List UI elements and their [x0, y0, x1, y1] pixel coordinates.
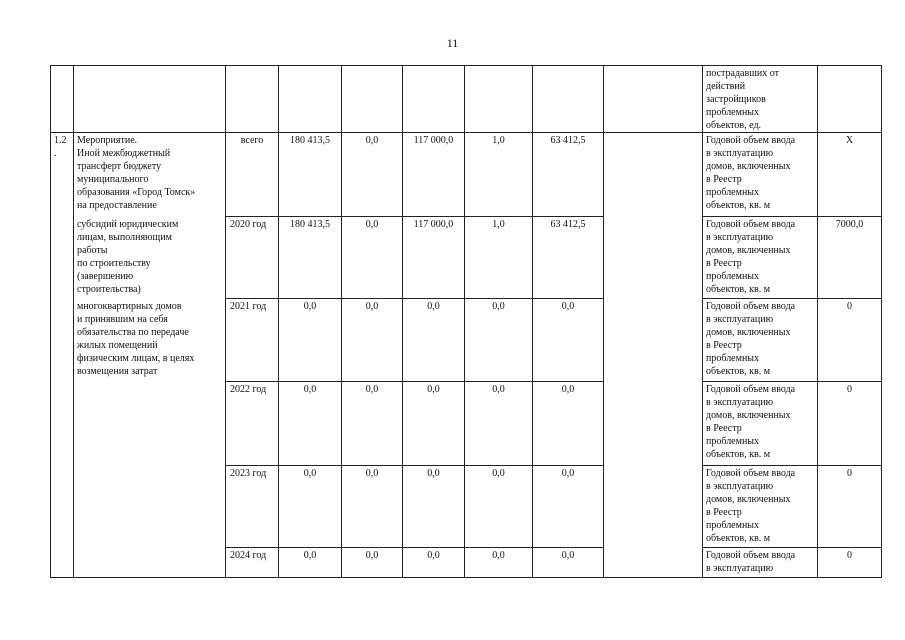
row-total: 0,0 [279, 382, 342, 466]
row-total: 180 413,5 [279, 133, 342, 217]
row-value-3: 0,0 [465, 382, 533, 466]
row-target: X [818, 133, 882, 217]
row-value-2: 117 000,0 [403, 133, 465, 217]
row-target: 0 [818, 299, 882, 382]
row-total: 0,0 [279, 299, 342, 382]
row-target: 0 [818, 548, 882, 578]
page-number: 11 [446, 36, 459, 50]
table-row [51, 217, 882, 299]
row-value-1: 0,0 [342, 548, 403, 578]
cell-value [533, 66, 604, 133]
row-value-1: 0,0 [342, 133, 403, 217]
row-value-4: 63 412,5 [533, 133, 604, 217]
row-value-3: 1,0 [465, 133, 533, 217]
row-value-4: 0,0 [533, 382, 604, 466]
row-value-1: 0,0 [342, 466, 403, 548]
row-indicator: Годовой объем ввода в эксплуатацию домов, включенных в Реестр проблемных объектов, кв. м [703, 217, 818, 299]
row-indicator: Годовой объем ввода в эксплуатацию домов, включенных в Реестр проблемных объектов, кв. м [703, 133, 818, 217]
row-period: 2023 год [226, 466, 279, 548]
cell-number [51, 66, 74, 133]
row-value-2: 0,0 [403, 299, 465, 382]
cell-executor [604, 66, 703, 133]
row-indicator: Годовой объем ввода в эксплуатацию домов, включенных в Реестр проблемных объектов, кв. м [703, 299, 818, 382]
row-indicator: Годовой объем ввода в эксплуатацию домов, включенных в Реестр проблемных объектов, кв. м [703, 466, 818, 548]
row-total: 180 413,5 [279, 217, 342, 299]
cell-value [403, 66, 465, 133]
row-value-2: 117 000,0 [403, 217, 465, 299]
row-value-4: 0,0 [533, 466, 604, 548]
table-row [51, 299, 882, 382]
item-description: субсидий юридическим лицам, выполняющим работы по строительству (завершению строительства) [74, 217, 226, 299]
row-value-1: 0,0 [342, 299, 403, 382]
row-value-2: 0,0 [403, 382, 465, 466]
row-period: 2024 год [226, 548, 279, 578]
cell-period [226, 66, 279, 133]
table-row-top [51, 66, 882, 133]
row-value-2: 0,0 [403, 466, 465, 548]
row-value-4: 0,0 [533, 299, 604, 382]
row-target: 7000,0 [818, 217, 882, 299]
row-period: 2022 год [226, 382, 279, 466]
row-value-3: 0,0 [465, 466, 533, 548]
cell-description [74, 66, 226, 133]
cell-indicator: пострадавших от действий застройщиков проблемных объектов, ед. [703, 66, 818, 133]
row-value-2: 0,0 [403, 548, 465, 578]
row-value-3: 1,0 [465, 217, 533, 299]
row-value-1: 0,0 [342, 217, 403, 299]
cell-value [342, 66, 403, 133]
cell-target [818, 66, 882, 133]
row-period: 2021 год [226, 299, 279, 382]
row-target: 0 [818, 466, 882, 548]
row-period: всего [226, 133, 279, 217]
row-value-4: 0,0 [533, 548, 604, 578]
cell-value [465, 66, 533, 133]
row-period: 2020 год [226, 217, 279, 299]
row-total: 0,0 [279, 466, 342, 548]
cell-total [279, 66, 342, 133]
row-value-1: 0,0 [342, 382, 403, 466]
row-indicator: Годовой объем ввода в эксплуатацию домов, включенных в Реестр проблемных объектов, кв. м [703, 382, 818, 466]
item-description: многоквартирных домов и принявшим на себя обязательства по передаче жилых помещений физическим лицам, в целях возмещения затрат [74, 299, 226, 578]
row-value-3: 0,0 [465, 299, 533, 382]
item-description: Мероприятие. Иной межбюджетный трансферт бюджету муниципального образования «Город Томск» на предоставление [74, 133, 226, 217]
table-row [51, 133, 882, 217]
program-table [50, 65, 882, 578]
row-target: 0 [818, 382, 882, 466]
row-total: 0,0 [279, 548, 342, 578]
item-number: 1.2 . [51, 133, 74, 578]
row-indicator: Годовой объем ввода в эксплуатацию [703, 548, 818, 578]
row-value-4: 63 412,5 [533, 217, 604, 299]
row-value-3: 0,0 [465, 548, 533, 578]
executor-cell [604, 133, 703, 578]
